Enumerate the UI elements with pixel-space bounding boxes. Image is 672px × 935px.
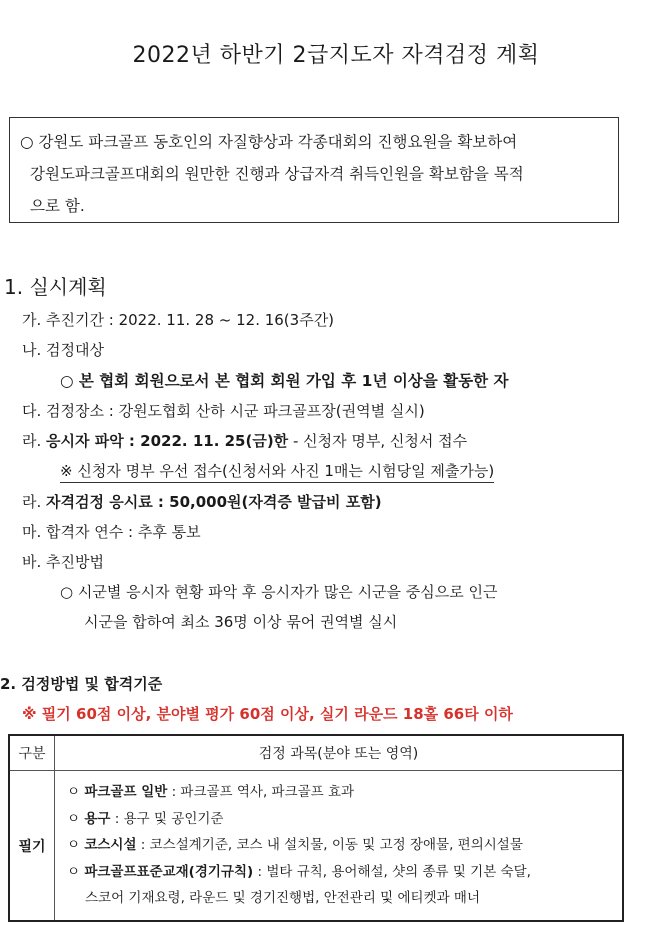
pass-notice: 마. 합격자 연수 : 추후 통보 (22, 523, 201, 541)
apply-rest: - 신청자 명부, 신청서 접수 (288, 432, 468, 450)
purpose-line-3: 으로 함. (30, 197, 85, 215)
apply-note-text: ※ 신청자 명부 우선 접수(신청서와 사진 1매는 시험당일 제출가능) (60, 462, 494, 483)
method-label: 바. 추진방법 (22, 553, 104, 571)
fee-line (22, 491, 382, 512)
period-line: 가. 추진기간 : 2022. 11. 28 ~ 12. 16(3주간) (22, 311, 335, 329)
fee-prefix: 라. (22, 493, 47, 511)
purpose-line-1: ○ 강원도 파크골프 동호인의 자질향상과 각종대회의 진행요원을 확보하여 (20, 133, 518, 151)
list-item: ㅇ 코스시설 : 코스설계기준, 코스 내 설치물, 이동 및 고정 장애물, 편의시설물 (67, 837, 523, 854)
purpose-line-2: 강원도파크골프대회의 원만한 진행과 상급자격 취득인원을 확보함을 목적 (30, 165, 524, 183)
header-category: 구분 (9, 735, 55, 771)
apply-bold: 응시자 파악 : 2022. 11. 25(금)한 (46, 432, 289, 450)
table-header-row (9, 735, 623, 771)
apply-prefix: 라. (22, 432, 47, 450)
venue-line: 다. 검정장소 : 강원도협회 산하 시군 파크골프장(권역별 실시) (22, 402, 425, 420)
section1-heading: 1. 실시계획 (4, 275, 107, 299)
list-item-continuation: 스코어 기재요령, 라운드 및 경기진행법, 안전관리 및 에티켓과 매너 (85, 890, 481, 907)
list-item: ㅇ 파크골프표준교재(경기규칙) : 벌타 규칙, 용어해설, 샷의 종류 및 기본 숙달, (67, 863, 531, 880)
apply-note (60, 460, 494, 481)
category-cell: 필기 (9, 771, 55, 922)
header-subject: 검정 과목(분야 또는 영역) (55, 735, 624, 771)
list-item: ㅇ 용구 : 용구 및 공인기준 (67, 810, 224, 827)
method-line-1: ○ 시군별 응시자 현황 파악 후 응시자가 많은 시군을 중심으로 인근 (60, 583, 498, 601)
section2-heading: 2. 검정방법 및 합격기준 (0, 675, 163, 693)
purpose-box (9, 117, 619, 223)
page-title: 2022년 하반기 2급지도자 자격검정 계획 (132, 43, 540, 68)
list-item: ㅇ 파크골프 일반 : 파크골프 역사, 파크골프 효과 (67, 784, 355, 801)
fee-bold: 자격검정 응시료 : 50,000원(자격증 발급비 포함) (46, 493, 382, 511)
subject-list (55, 771, 624, 922)
target-detail: ○ 본 협회 회원으로서 본 협회 회원 가입 후 1년 이상을 활동한 자 (60, 372, 509, 390)
table-row (9, 771, 623, 922)
method-line-2: 시군을 합하여 최소 36명 이상 묶어 권역별 실시 (84, 613, 398, 631)
exam-subjects-table (8, 734, 624, 922)
target-label: 나. 검정대상 (22, 341, 104, 359)
pass-criteria: ※ 필기 60점 이상, 분야별 평가 60점 이상, 실기 라운드 18홀 66타 이하 (22, 705, 513, 723)
apply-line (22, 430, 467, 451)
